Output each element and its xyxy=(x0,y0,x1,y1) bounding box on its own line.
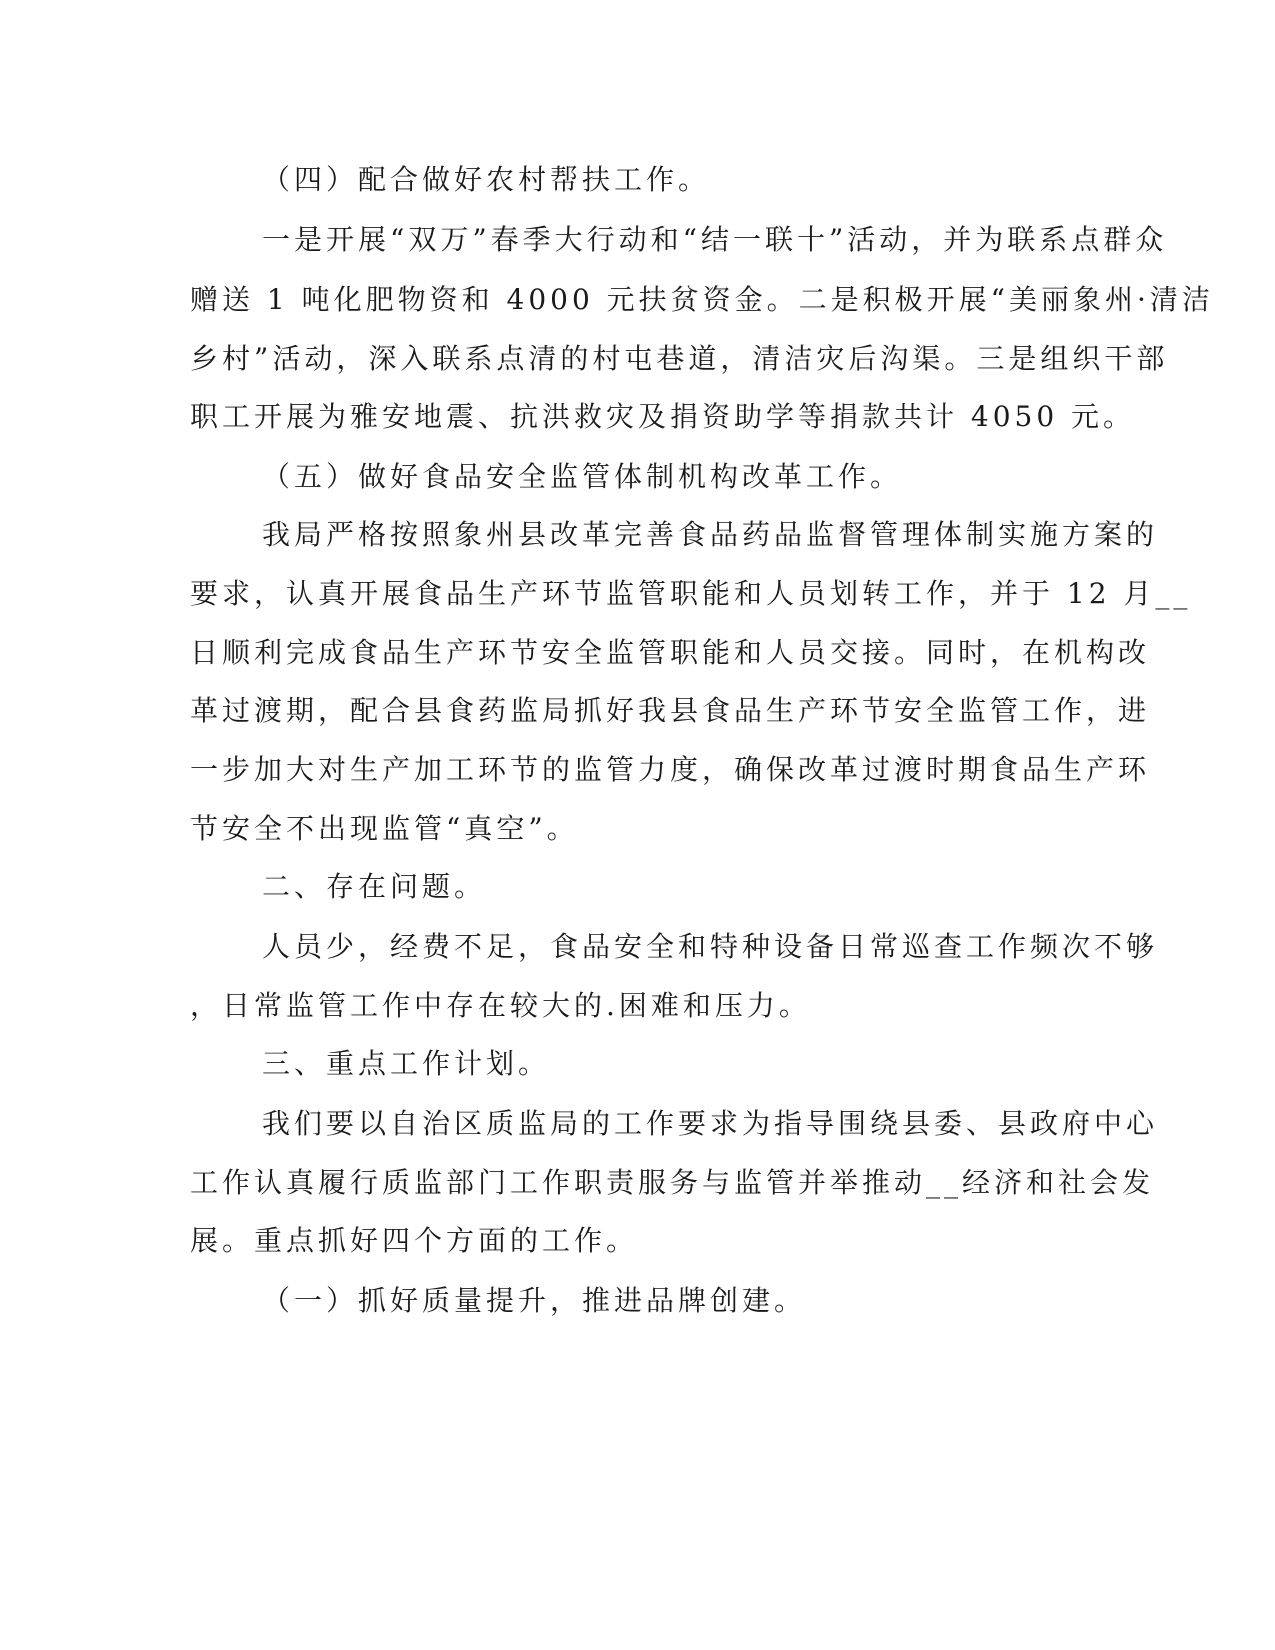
paragraph-line: 工作认真履行质监部门工作职责服务与监管并举推动__经济和社会发 xyxy=(190,1166,1155,1199)
section-heading-4: （四）配合做好农村帮扶工作。 xyxy=(262,163,711,196)
paragraph-line: 乡村”活动，深入联系点清的村屯巷道，清洁灾后沟渠。三是组织干部 xyxy=(190,342,1169,375)
section-heading-5: （五）做好食品安全监管体制机构改革工作。 xyxy=(262,460,903,493)
paragraph-line: 展。重点抓好四个方面的工作。 xyxy=(190,1224,639,1257)
paragraph-line: 我们要以自治区质监局的工作要求为指导围绕县委、县政府中心 xyxy=(262,1107,1159,1140)
paragraph-line: 革过渡期，配合县食药监局抓好我县食品生产环节安全监管工作，进 xyxy=(190,694,1151,727)
paragraph-line: 人员少，经费不足，食品安全和特种设备日常巡查工作频次不够 xyxy=(262,930,1159,963)
paragraph-line: 节安全不出现监管“真空”。 xyxy=(190,812,579,845)
paragraph-line: ，日常监管工作中存在较大的.困难和压力。 xyxy=(190,989,811,1022)
section-heading-problems: 二、存在问题。 xyxy=(262,870,487,903)
paragraph-line: 一是开展“双万”春季大行动和“结一联十”活动，并为联系点群众 xyxy=(262,223,1168,256)
paragraph-line: 一步加大对生产加工环节的监管力度，确保改革过渡时期食品生产环 xyxy=(190,753,1151,786)
paragraph-line: 赠送 1 吨化肥物资和 4000 元扶贫资金。二是积极开展“美丽象州·清洁 xyxy=(190,283,1214,316)
paragraph-line: 我局严格按照象州县改革完善食品药品监督管理体制实施方案的 xyxy=(262,518,1159,551)
paragraph-line: 日顺利完成食品生产环节安全监管职能和人员交接。同时，在机构改 xyxy=(190,636,1151,669)
paragraph-line: 要求，认真开展食品生产环节监管职能和人员划转工作，并于 12 月__ xyxy=(190,577,1192,610)
section-heading-plan: 三、重点工作计划。 xyxy=(262,1047,551,1080)
section-heading-1: （一）抓好质量提升，推进品牌创建。 xyxy=(262,1284,807,1317)
paragraph-line: 职工开展为雅安地震、抗洪救灾及捐资助学等捐款共计 4050 元。 xyxy=(190,400,1136,433)
